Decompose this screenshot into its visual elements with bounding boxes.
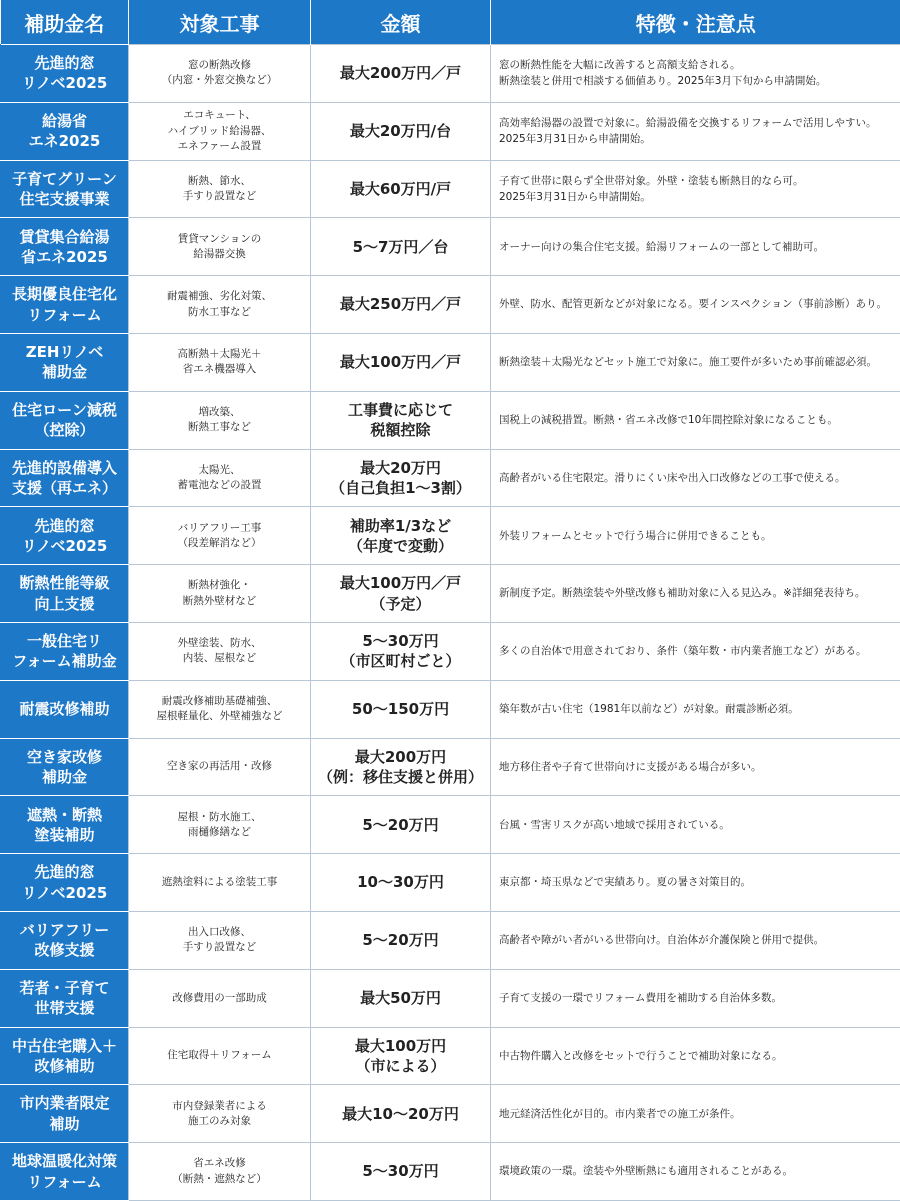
target-work-cell <box>129 333 311 391</box>
table-row <box>1 160 900 218</box>
subsidy-name-cell-text: ZEHリノベ 補助金 <box>26 343 103 381</box>
target-work-cell-text: 省エネ改修 （断熱・遮熱など） <box>172 1157 267 1184</box>
amount-cell <box>311 218 491 276</box>
notes-cell <box>491 102 900 160</box>
notes-cell <box>491 391 900 449</box>
notes-cell-text: 台風・雪害リスクが高い地域で採用されている。 <box>499 819 730 831</box>
target-work-cell <box>129 1027 311 1085</box>
target-work-cell-text: 屋根・防水施工、 雨樋修繕など <box>178 811 262 838</box>
subsidy-name-cell-text: バリアフリー 改修支援 <box>20 921 109 959</box>
target-work-cell <box>129 854 311 912</box>
amount-cell <box>311 1027 491 1085</box>
notes-cell <box>491 160 900 218</box>
target-work-cell-text: 遮熱塗料による塗装工事 <box>162 876 278 888</box>
notes-cell-text: 外装リフォームとセットで行う場合に併用できることも。 <box>499 530 771 542</box>
target-work-cell-text: 改修費用の一部助成 <box>172 992 267 1004</box>
table-row <box>1 1027 900 1085</box>
notes-cell-text: 東京都・埼玉県などで実績あり。夏の暑さ対策目的。 <box>499 876 751 888</box>
notes-cell <box>491 449 900 507</box>
amount-cell-text: 最大200万円 （例：移住支援と併用） <box>318 748 483 786</box>
target-work-cell-text: 市内登録業者による 施工のみ対象 <box>172 1100 267 1127</box>
target-work-cell <box>129 160 311 218</box>
table-row <box>1 622 900 680</box>
amount-cell <box>311 102 491 160</box>
target-work-cell-text: 断熱、節水、 手すり設置など <box>183 175 257 202</box>
amount-cell-text: 10～30万円 <box>357 873 444 891</box>
notes-cell-text: 環境政策の一環。塗装や外壁断熱にも適用されることがある。 <box>499 1165 793 1177</box>
target-work-cell <box>129 565 311 623</box>
subsidy-name-cell <box>1 160 129 218</box>
target-work-cell-text: 窓の断熱改修 （内窓・外窓交換など） <box>162 59 278 86</box>
target-work-cell <box>129 1085 311 1143</box>
subsidy-name-cell-text: 給湯省 エネ2025 <box>29 112 101 150</box>
amount-cell-text: 最大100万円／戸 <box>340 353 461 371</box>
notes-cell <box>491 796 900 854</box>
table-row <box>1 1085 900 1143</box>
table-row <box>1 854 900 912</box>
subsidy-name-cell <box>1 565 129 623</box>
amount-cell <box>311 680 491 738</box>
subsidy-name-cell <box>1 622 129 680</box>
amount-cell <box>311 276 491 334</box>
amount-cell-text: 最大60万円/戸 <box>350 180 451 198</box>
amount-cell-text: 最大10～20万円 <box>342 1105 459 1123</box>
notes-cell <box>491 738 900 796</box>
target-work-cell-text: 耐震補強、劣化対策、 防水工事など <box>167 290 272 317</box>
notes-cell <box>491 333 900 391</box>
subsidy-name-cell <box>1 449 129 507</box>
subsidy-name-cell <box>1 45 129 103</box>
amount-cell-text: 最大100万円 （市による） <box>355 1037 446 1075</box>
amount-cell <box>311 160 491 218</box>
target-work-cell-text: 高断熱＋太陽光＋ 省エネ機器導入 <box>178 348 262 375</box>
amount-cell <box>311 622 491 680</box>
target-work-cell-text: エコキュート、 ハイブリッド給湯器、 エネファーム設置 <box>168 109 272 151</box>
notes-cell-text: 子育て世帯に限らず全世帯対象。外壁・塗装も断熱目的なら可。 2025年3月31日から申請開始。 <box>499 175 804 203</box>
table-row <box>1 911 900 969</box>
amount-cell-text: 5～30万円 <box>362 1162 438 1180</box>
subsidy-name-cell-text: 先進的窓 リノベ2025 <box>22 54 108 92</box>
subsidy-name-cell <box>1 1027 129 1085</box>
notes-cell-text: 新制度予定。断熱塗装や外壁改修も補助対象に入る見込み。※詳細発表待ち。 <box>499 587 865 599</box>
notes-cell-text: 地元経済活性化が目的。市内業者での施工が条件。 <box>499 1108 741 1120</box>
notes-cell-text: 断熱塗装＋太陽光などセット施工で対象に。施工要件が多いため事前確認必須。 <box>499 356 877 368</box>
table-row <box>1 45 900 103</box>
amount-cell-text: 5～20万円 <box>362 816 438 834</box>
subsidy-name-cell-text: 一般住宅リ フォーム補助金 <box>12 632 116 670</box>
amount-cell <box>311 45 491 103</box>
amount-cell <box>311 391 491 449</box>
notes-cell <box>491 507 900 565</box>
notes-cell-text: 高齢者や障がい者がいる世帯向け。自治体が介護保険と併用で提供。 <box>499 934 824 946</box>
amount-cell <box>311 911 491 969</box>
table-row <box>1 680 900 738</box>
target-work-cell <box>129 45 311 103</box>
notes-cell-text: 高齢者がいる住宅限定。滑りにくい床や出入口改修などの工事で使える。 <box>499 472 846 484</box>
header-target-work: 対象工事 <box>129 0 311 45</box>
amount-cell-text: 補助率1/3など （年度で変動） <box>348 517 453 555</box>
table-row <box>1 218 900 276</box>
target-work-cell <box>129 969 311 1027</box>
table-body <box>1 45 900 1201</box>
table-row <box>1 449 900 507</box>
amount-cell <box>311 796 491 854</box>
subsidy-name-cell <box>1 738 129 796</box>
table-header <box>1 0 900 45</box>
subsidy-name-cell <box>1 796 129 854</box>
table-row <box>1 1143 900 1201</box>
notes-cell <box>491 1085 900 1143</box>
subsidy-name-cell <box>1 276 129 334</box>
subsidy-name-cell <box>1 391 129 449</box>
subsidy-name-cell <box>1 102 129 160</box>
notes-cell-text: 築年数が古い住宅（1981年以前など）が対象。耐震診断必須。 <box>499 703 799 715</box>
target-work-cell-text: 住宅取得＋リフォーム <box>167 1049 271 1061</box>
amount-cell <box>311 333 491 391</box>
notes-cell-text: 多くの自治体で用意されており、条件（築年数・市内業者施工など）がある。 <box>499 645 867 657</box>
subsidy-name-cell <box>1 854 129 912</box>
subsidy-name-cell <box>1 507 129 565</box>
amount-cell <box>311 1143 491 1201</box>
amount-cell-text: 最大250万円／戸 <box>340 295 461 313</box>
table-row <box>1 565 900 623</box>
subsidy-name-cell-text: 遮熱・断熱 塗装補助 <box>27 806 102 844</box>
subsidy-name-cell-text: 市内業者限定 補助 <box>19 1094 109 1132</box>
subsidy-name-cell-text: 賃貸集合給湯 省エネ2025 <box>19 228 109 266</box>
notes-cell <box>491 969 900 1027</box>
target-work-cell <box>129 218 311 276</box>
table-row <box>1 738 900 796</box>
notes-cell <box>491 276 900 334</box>
subsidy-name-cell-text: 断熱性能等級 向上支援 <box>19 574 109 612</box>
amount-cell-text: 5～30万円 （市区町村ごと） <box>340 632 460 670</box>
header-notes: 特徴・注意点 <box>491 0 900 45</box>
target-work-cell <box>129 680 311 738</box>
subsidy-name-cell-text: 空き家改修 補助金 <box>27 748 102 786</box>
notes-cell-text: 子育て支援の一環でリフォーム費用を補助する自治体多数。 <box>499 992 782 1004</box>
notes-cell-text: 中古物件購入と改修をセットで行うことで補助対象になる。 <box>499 1050 783 1062</box>
subsidy-name-cell-text: 先進的窓 リノベ2025 <box>22 517 108 555</box>
target-work-cell <box>129 276 311 334</box>
subsidy-name-cell-text: 子育てグリーン 住宅支援事業 <box>12 170 117 208</box>
notes-cell <box>491 911 900 969</box>
notes-cell <box>491 218 900 276</box>
notes-cell-text: 地方移住者や子育て世帯向けに支援がある場合が多い。 <box>499 761 762 773</box>
notes-cell-text: オーナー向けの集合住宅支援。給湯リフォームの一部として補助可。 <box>499 241 824 253</box>
notes-cell <box>491 622 900 680</box>
table-row <box>1 333 900 391</box>
target-work-cell <box>129 911 311 969</box>
target-work-cell <box>129 1143 311 1201</box>
table-row <box>1 507 900 565</box>
target-work-cell-text: 太陽光、 蓄電池などの設置 <box>178 464 262 491</box>
amount-cell-text: 最大200万円／戸 <box>340 64 461 82</box>
subsidy-name-cell-text: 先進的窓 リノベ2025 <box>22 863 108 901</box>
table-row <box>1 102 900 160</box>
amount-cell-text: 工事費に応じて 税額控除 <box>348 401 453 439</box>
amount-cell-text: 最大20万円 （自己負担1～3割） <box>330 459 471 497</box>
target-work-cell-text: 賃貸マンションの 給湯器交換 <box>178 233 262 260</box>
target-work-cell-text: 増改築、 断熱工事など <box>188 406 251 433</box>
subsidy-name-cell-text: 先進的設備導入 支援（再エネ） <box>12 459 117 497</box>
amount-cell-text: 50～150万円 <box>352 700 449 718</box>
subsidy-name-cell <box>1 969 129 1027</box>
target-work-cell-text: 出入口改修、 手すり設置など <box>183 926 257 953</box>
notes-cell-text: 外壁、防水、配管更新などが対象になる。要インスペクション（事前診断）あり。 <box>499 298 887 310</box>
header-subsidy-name: 補助金名 <box>1 0 129 45</box>
target-work-cell <box>129 622 311 680</box>
amount-cell-text: 5～20万円 <box>362 931 438 949</box>
target-work-cell <box>129 102 311 160</box>
target-work-cell-text: 耐震改修補助基礎補強、 屋根軽量化、外壁補強など <box>157 695 283 722</box>
subsidy-name-cell <box>1 1143 129 1201</box>
notes-cell <box>491 45 900 103</box>
amount-cell <box>311 1085 491 1143</box>
target-work-cell-text: 断熱材強化・ 断熱外壁材など <box>183 579 257 606</box>
notes-cell <box>491 1143 900 1201</box>
amount-cell <box>311 738 491 796</box>
notes-cell <box>491 1027 900 1085</box>
amount-cell-text: 最大100万円／戸 （予定） <box>340 574 461 612</box>
subsidy-name-cell <box>1 1085 129 1143</box>
amount-cell <box>311 854 491 912</box>
amount-cell <box>311 969 491 1027</box>
target-work-cell <box>129 738 311 796</box>
notes-cell-text: 高効率給湯器の設置で対象に。給湯設備を交換するリフォームで活用しやすい。2025年3月31日から申請開始。 <box>499 117 876 145</box>
target-work-cell <box>129 796 311 854</box>
target-work-cell <box>129 391 311 449</box>
table-row <box>1 391 900 449</box>
amount-cell-text: 5～7万円／台 <box>353 238 449 256</box>
table-row <box>1 969 900 1027</box>
notes-cell-text: 国税上の減税措置。断熱・省エネ改修で10年間控除対象になることも。 <box>499 414 838 426</box>
notes-cell <box>491 565 900 623</box>
amount-cell <box>311 449 491 507</box>
amount-cell-text: 最大50万円 <box>360 989 441 1007</box>
subsidy-name-cell <box>1 680 129 738</box>
subsidy-name-cell-text: 耐震改修補助 <box>19 700 109 718</box>
amount-cell-text: 最大20万円/台 <box>350 122 451 140</box>
target-work-cell-text: バリアフリー工事 （段差解消など） <box>178 522 262 549</box>
amount-cell <box>311 565 491 623</box>
subsidy-name-cell-text: 地球温暖化対策 リフォーム <box>12 1152 117 1190</box>
subsidy-name-cell-text: 若者・子育て 世帯支援 <box>19 979 109 1017</box>
amount-cell <box>311 507 491 565</box>
notes-cell <box>491 854 900 912</box>
target-work-cell-text: 外壁塗装、防水、 内装、屋根など <box>178 637 262 664</box>
target-work-cell <box>129 507 311 565</box>
subsidy-name-cell <box>1 333 129 391</box>
subsidy-name-cell-text: 中古住宅購入＋ 改修補助 <box>12 1037 117 1075</box>
target-work-cell-text: 空き家の再活用・改修 <box>167 760 272 772</box>
notes-cell-text: 窓の断熱性能を大幅に改善すると高額支給される。 断熱塗装と併用で相談する価値あり。2025年3月下旬から申請開始。 <box>499 59 826 87</box>
subsidy-name-cell <box>1 218 129 276</box>
target-work-cell <box>129 449 311 507</box>
subsidy-name-cell <box>1 911 129 969</box>
header-amount: 金額 <box>311 0 491 45</box>
header-row <box>1 0 900 45</box>
subsidy-name-cell-text: 住宅ローン減税 （控除） <box>12 401 117 439</box>
notes-cell <box>491 680 900 738</box>
table-row <box>1 276 900 334</box>
subsidy-name-cell-text: 長期優良住宅化 リフォーム <box>12 285 117 323</box>
table-row <box>1 796 900 854</box>
